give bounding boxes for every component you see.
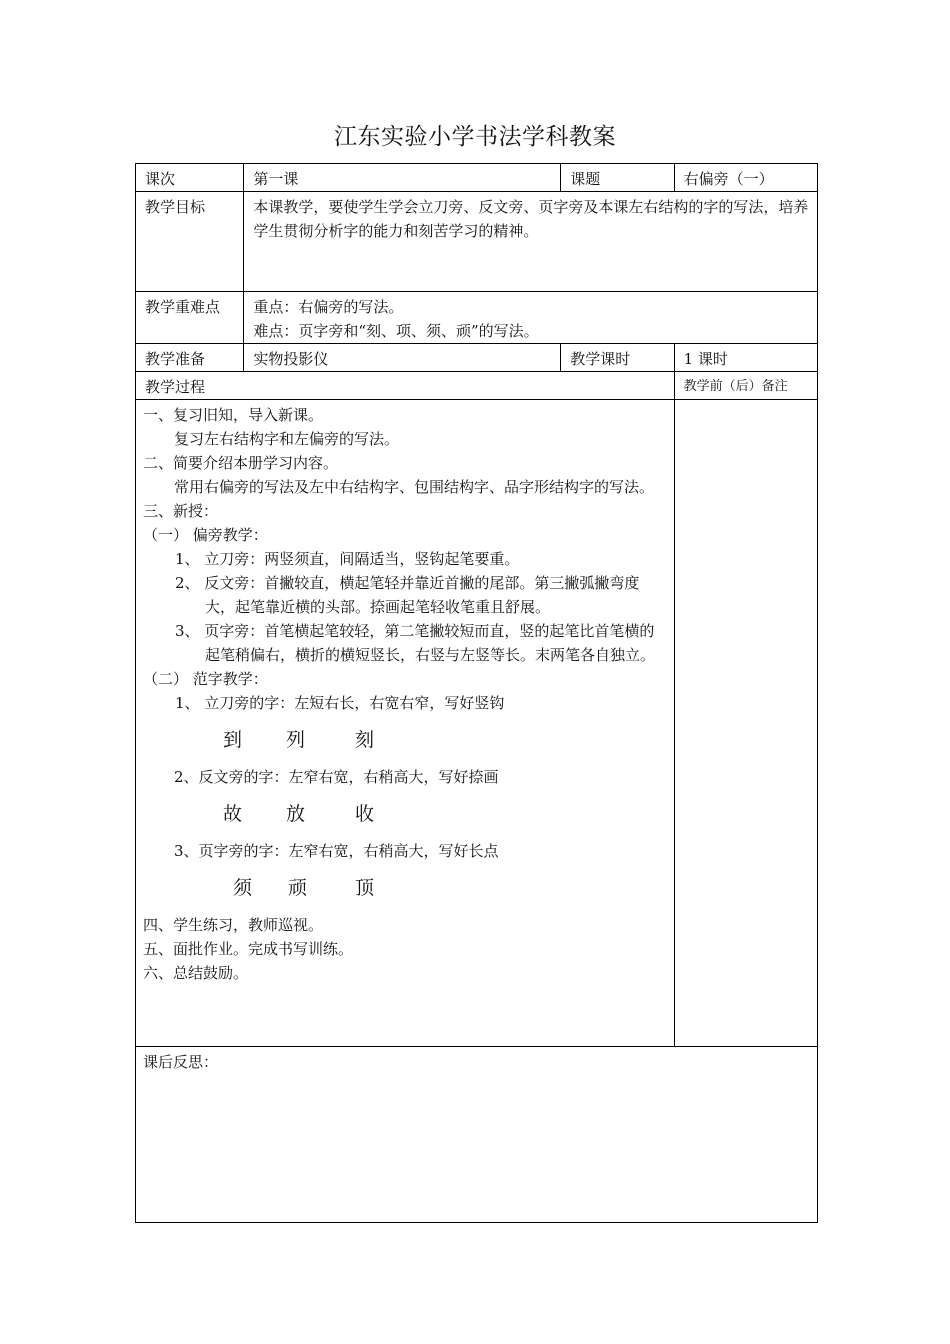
example-line: 3、页字旁的字：左窄右宽，右稍高大，写好长点 (174, 842, 499, 860)
step-line: 2、 反文旁：首撇较直，横起笔轻并靠近首撇的尾部。第三撇弧撇弯度大，起笔靠近横的头部。捺画起笔轻收笔重且舒展。 (175, 574, 640, 616)
table-row (136, 372, 818, 400)
key-point-line: 重点：右偏旁的写法。 (253, 298, 404, 316)
prep-value: 实物投影仪 (244, 344, 561, 372)
step-line: 二、简要介绍本册学习内容。 (143, 454, 339, 472)
hours-label: 教学课时 (561, 344, 674, 372)
process-label: 教学过程 (136, 372, 675, 400)
lesson-number-value: 第一课 (244, 164, 561, 192)
table-row (136, 344, 818, 372)
example-char: 放 (286, 803, 306, 825)
process-content (136, 400, 675, 1047)
goals-text: 本课教学，要使学生学会立刀旁、反文旁、页字旁及本课左右结构的字的写法，培养学生贯彻分析字的能力和刻苦学习的精神。 (244, 192, 818, 292)
key-points-label: 教学重难点 (136, 292, 244, 344)
example-char: 到 (223, 729, 243, 751)
step-line: 一、复习旧知，导入新课。 (143, 406, 324, 424)
notes-label: 教学前（后）备注 (674, 372, 817, 400)
table-row (136, 1047, 818, 1223)
example-char: 须 (233, 877, 253, 899)
step-line: 1、 立刀旁：两竖须直，间隔适当，竖钩起笔要重。 (175, 550, 520, 568)
step-line: 三、新授： (143, 502, 219, 520)
prep-label: 教学准备 (136, 344, 244, 372)
step-line: （一） 偏旁教学： (143, 526, 268, 544)
table-row (136, 400, 818, 1047)
step-line: 四、学生练习，教师巡视。 (143, 916, 324, 934)
example-characters (143, 863, 668, 913)
notes-cell (674, 400, 817, 1047)
difficult-point-line: 难点：页字旁和“刻、项、须、顽”的写法。 (253, 322, 539, 340)
example-char: 列 (286, 729, 306, 751)
hours-value: 1 课时 (674, 344, 817, 372)
table-row (136, 192, 818, 292)
example-characters (143, 715, 668, 765)
step-line: 常用右偏旁的写法及左中右结构字、包围结构字、品字形结构字的写法。 (174, 478, 655, 496)
step-line: （二） 范字教学： (143, 670, 268, 688)
reflection-label: 课后反思： (136, 1047, 818, 1223)
lesson-plan-table (135, 163, 818, 1223)
step-line: 五、面批作业。完成书写训练。 (143, 940, 354, 958)
page-title: 江东实验小学书法学科教案 (334, 124, 616, 150)
step-line: 复习左右结构字和左偏旁的写法。 (174, 430, 400, 448)
example-line: 2、反文旁的字：左窄右宽，右稍高大，写好捺画 (174, 768, 499, 786)
topic-value: 右偏旁（一） (674, 164, 817, 192)
lesson-number-label: 课次 (136, 164, 244, 192)
example-characters (143, 789, 668, 839)
step-line: 3、 页字旁：首笔横起笔较轻，第二笔撇较短而直，竖的起笔比首笔横的起笔稍偏右，横折的横短竖长，右竖与左竖等长。末两笔各自独立。 (175, 622, 656, 664)
table-row (136, 164, 818, 192)
key-points-cell (244, 292, 818, 344)
step-line: 六、总结鼓励。 (143, 964, 249, 982)
example-line: 1、 立刀旁的字：左短右长，右宽右窄，写好竖钩 (175, 694, 505, 712)
table-row (136, 292, 818, 344)
example-char: 刻 (355, 729, 375, 751)
topic-label: 课题 (561, 164, 674, 192)
goals-label: 教学目标 (136, 192, 244, 292)
example-char: 顶 (355, 877, 375, 899)
example-char: 收 (355, 803, 375, 825)
example-char: 故 (223, 803, 243, 825)
example-char: 顽 (288, 877, 308, 899)
